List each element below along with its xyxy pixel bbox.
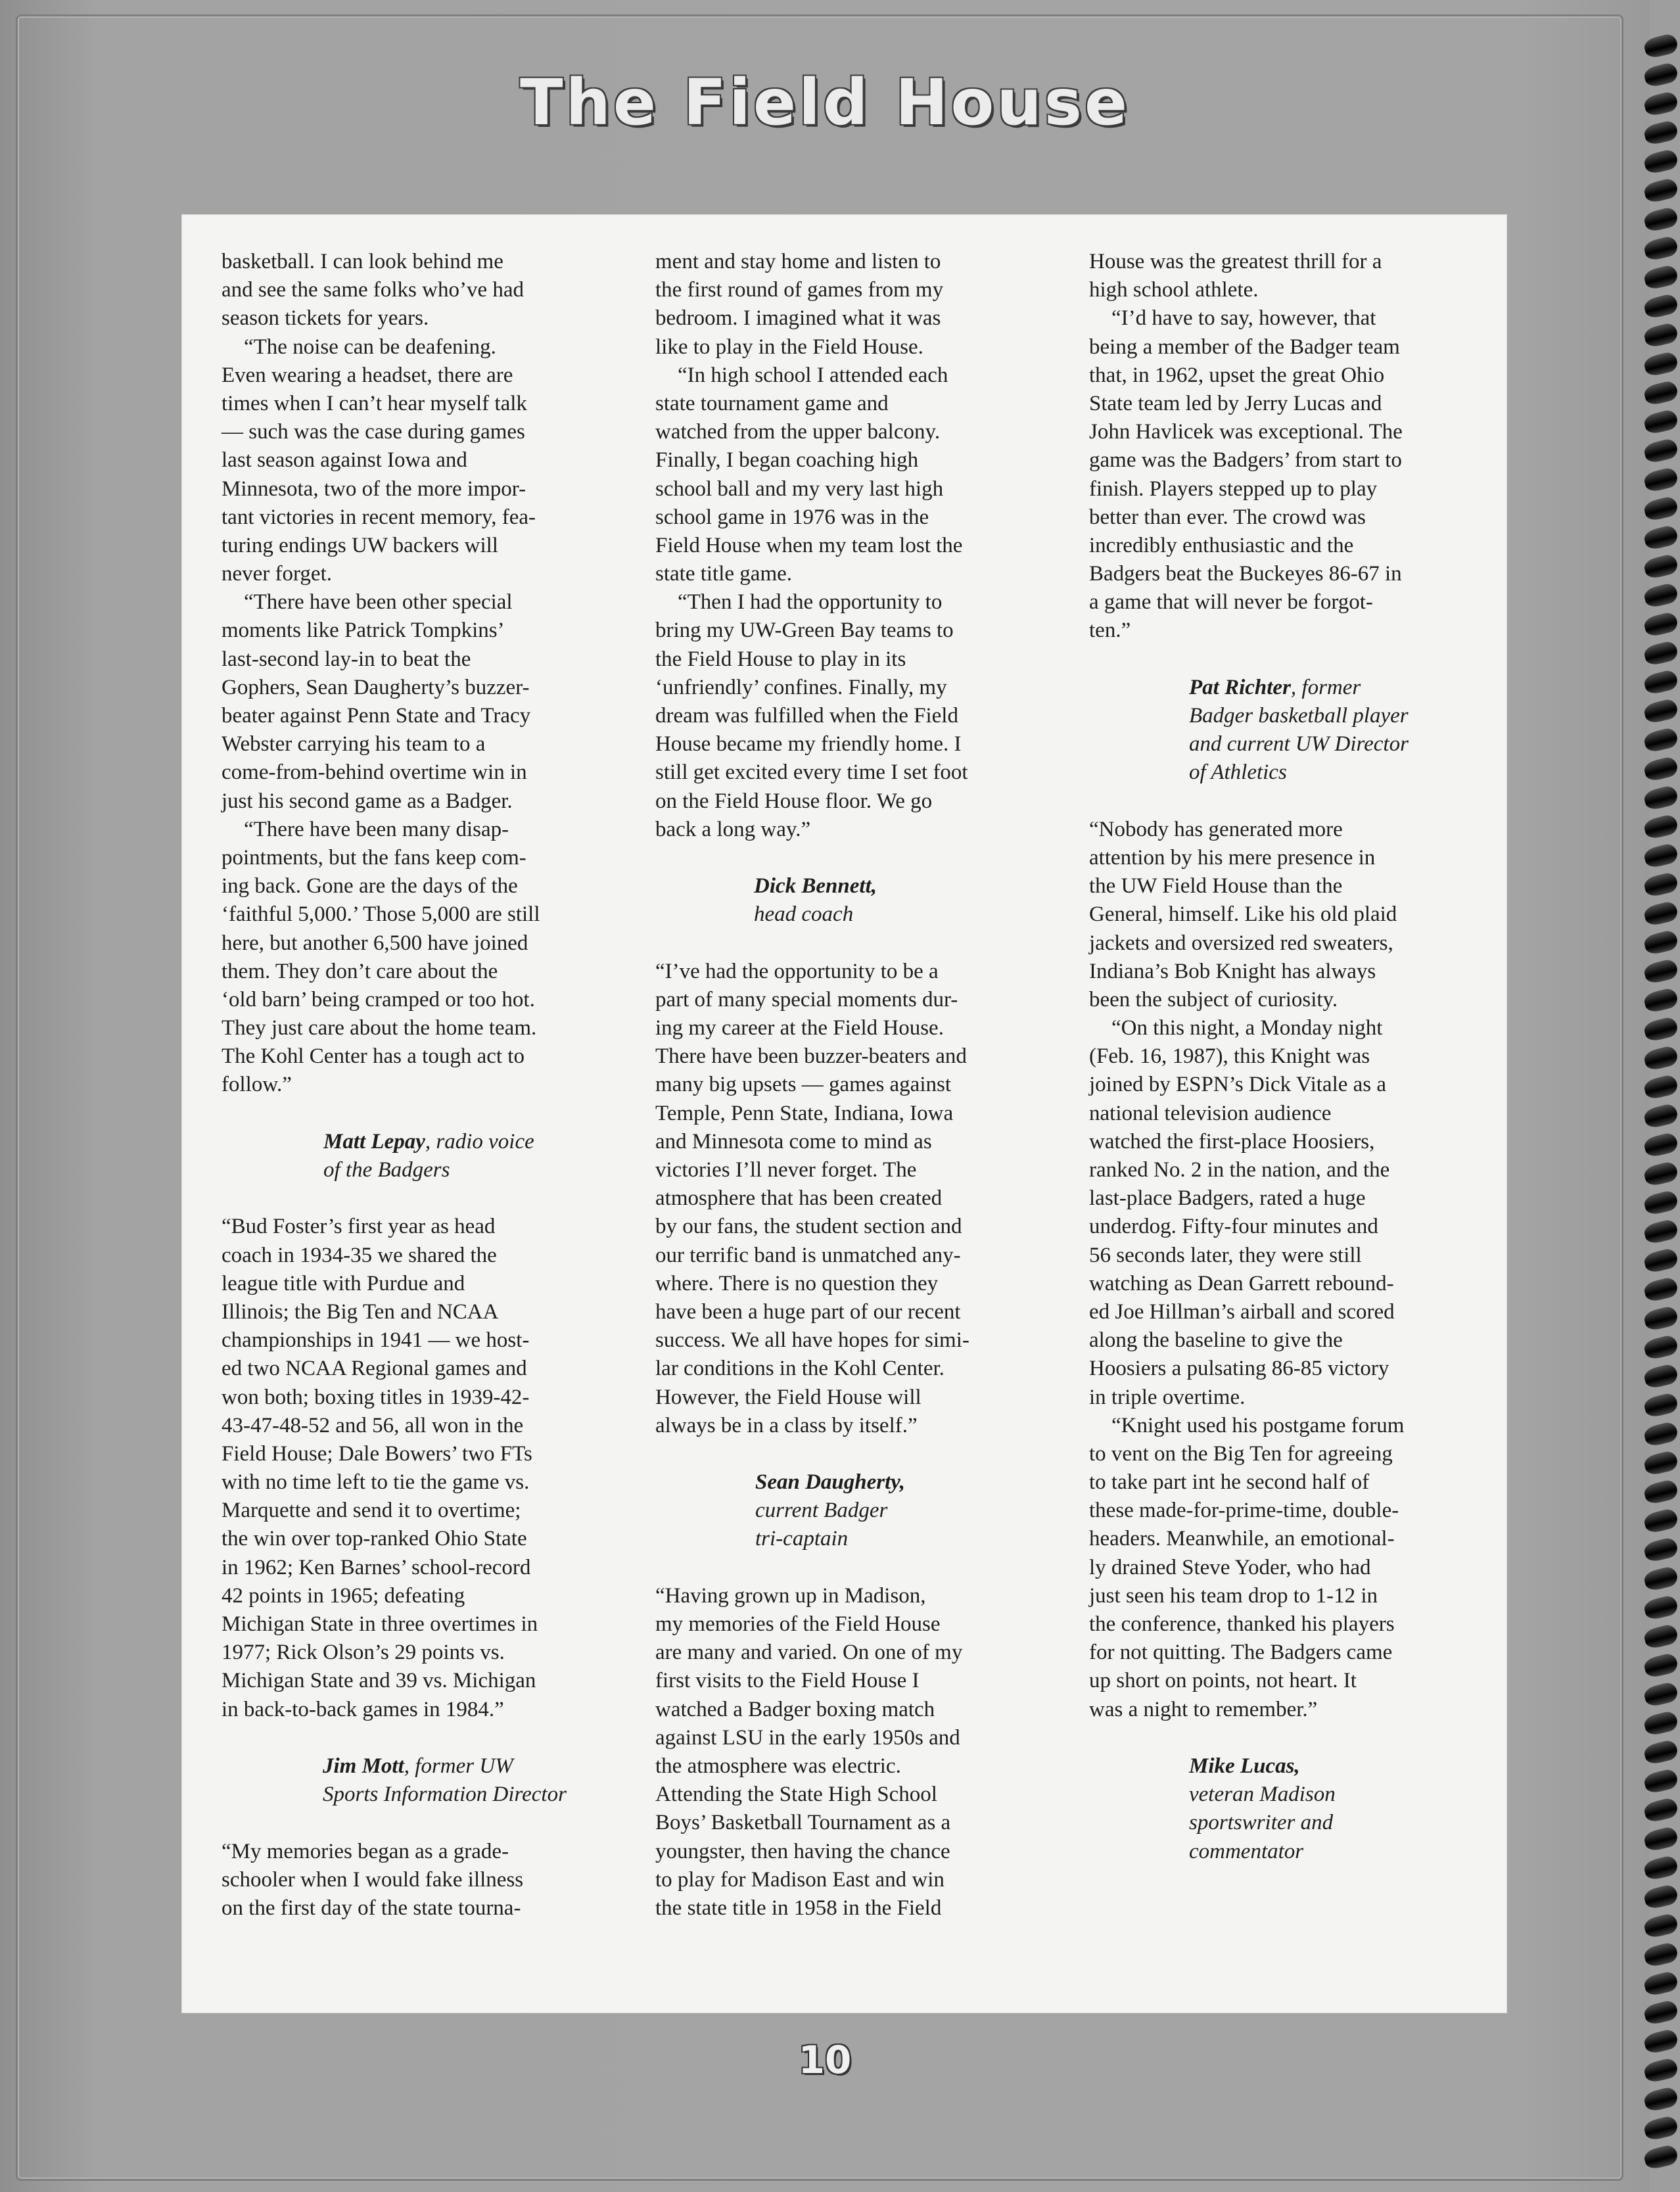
binding-ring (1643, 813, 1679, 840)
binding-ring (1643, 2114, 1679, 2141)
text-line: youngster, then having the chance (655, 1839, 950, 1863)
text-line: bring my UW-Green Bay teams to (655, 618, 954, 643)
text-column-1 (222, 248, 603, 1923)
text-line: on the first day of the state tourna- (222, 1896, 521, 1920)
text-line: “Having grown up in Madison, (655, 1583, 926, 1608)
text-line: headers. Meanwhile, an emotional- (1089, 1527, 1395, 1551)
text-line: just his second game as a Badger. (222, 789, 513, 813)
attribution-name-line (655, 872, 1037, 900)
binding-ring (1643, 1912, 1679, 1939)
binding-ring (1643, 1015, 1679, 1042)
text-line: pointments, but the fans keep com- (222, 845, 526, 870)
text-line: the first round of games from my (655, 278, 944, 302)
text-line: the UW Field House than the (1089, 874, 1343, 898)
binding-ring (1643, 1681, 1679, 1708)
text-line: state tournament game and (655, 391, 889, 415)
text-line: joined by ESPN’s Dick Vitale as a (1089, 1073, 1387, 1097)
text-line: for not quitting. The Badgers came (1089, 1641, 1393, 1665)
text-line: (Feb. 16, 1987), this Knight was (1089, 1044, 1370, 1069)
text-line: state title game. (655, 562, 793, 586)
binding-ring (1643, 1449, 1679, 1476)
attribution-name: Mike Lucas, (1189, 1754, 1300, 1778)
text-line: are many and varied. On one of my (655, 1641, 963, 1665)
binding-ring (1643, 90, 1679, 117)
spacer (222, 1809, 603, 1837)
text-line: John Havlicek was exceptional. The (1089, 420, 1403, 444)
text-line: watched the first-place Hoosiers, (1089, 1129, 1375, 1154)
binding-ring (1643, 842, 1679, 869)
text-line: national television audience (1089, 1101, 1332, 1125)
binding-ring (1643, 1623, 1679, 1650)
binding-ring (1643, 1160, 1679, 1187)
text-line: Field House; Dale Bowers’ two FTs (222, 1441, 532, 1466)
text-line: 56 seconds later, they were still (1089, 1243, 1362, 1267)
binding-ring (1643, 1131, 1679, 1158)
binding-ring (1643, 1247, 1679, 1274)
binding-ring (1643, 1073, 1679, 1100)
text-line: times when I can’t hear myself talk (222, 391, 527, 415)
text-line: General, himself. Like his old plaid (1089, 902, 1397, 927)
text-line: 42 points in 1965; defeating (222, 1583, 465, 1608)
binding-ring (1643, 206, 1679, 233)
attribution-name: Sean Daugherty, (755, 1470, 905, 1495)
text-line: 43-47-48-52 and 56, all won in the (222, 1413, 524, 1437)
text-line: ment and stay home and listen to (655, 250, 941, 273)
text-line: “Knight used his postgame forum (1111, 1413, 1405, 1437)
binding-ring (1643, 2143, 1679, 2170)
text-line: ing back. Gone are the days of the (222, 874, 518, 898)
binding-ring (1643, 292, 1679, 319)
text-line: There have been buzzer-beaters and (655, 1044, 967, 1069)
text-column-3 (1089, 248, 1470, 1894)
attribution-name-line (1089, 1752, 1470, 1781)
text-line: Webster carrying his team to a (222, 732, 486, 757)
text-line: finish. Players stepped up to play (1089, 477, 1378, 501)
spacer (1089, 787, 1470, 816)
binding-ring (1643, 929, 1679, 956)
text-line: and Minnesota come to mind as (655, 1129, 932, 1154)
binding-ring (1643, 148, 1679, 175)
text-line: these made-for-prime-time, double- (1089, 1499, 1399, 1523)
text-line: here, but another 6,500 have joined (222, 931, 528, 955)
text-line: our terrific band is unmatched any- (655, 1243, 961, 1267)
text-line: last-place Badgers, rated a huge (1089, 1186, 1366, 1211)
binding-ring (1643, 466, 1679, 493)
binding-ring (1643, 784, 1679, 811)
text-line: “In high school I attended each (678, 363, 948, 387)
spacer (222, 1184, 603, 1213)
binding-ring (1643, 119, 1679, 146)
text-line: “I’ve had the opportunity to be a (655, 959, 939, 983)
attribution-name-line (222, 1752, 603, 1781)
text-line: House was the greatest thrill for a (1089, 250, 1382, 273)
binding-ring (1643, 1102, 1679, 1129)
binding-ring (1643, 1391, 1679, 1418)
binding-ring (1643, 1305, 1679, 1332)
text-line: success. We all have hopes for simi- (655, 1328, 969, 1353)
text-line: Minnesota, two of the more impor- (222, 477, 526, 501)
binding-ring (1643, 1825, 1679, 1852)
text-line: State team led by Jerry Lucas and (1089, 391, 1382, 415)
text-line: “There have been many disap- (244, 817, 509, 841)
binding-ring (1643, 1970, 1679, 1997)
text-line: Field House when my team lost the (655, 533, 963, 557)
binding-ring (1643, 900, 1679, 927)
binding-ring (1643, 871, 1679, 898)
text-line: ranked No. 2 in the nation, and the (1089, 1158, 1390, 1182)
text-line: just seen his team drop to 1-12 in (1089, 1583, 1378, 1608)
text-line: jackets and oversized red sweaters, (1089, 931, 1393, 955)
text-line: the conference, thanked his players (1089, 1612, 1395, 1636)
text-line: like to play in the Field House. (655, 335, 923, 359)
spacer (655, 844, 1037, 872)
text-line: part of many special moments dur- (655, 987, 958, 1012)
page-title: The Field House (520, 66, 1130, 139)
binding-ring (1643, 987, 1679, 1014)
text-line: The Kohl Center has a tough act to (222, 1044, 525, 1069)
text-line: Indiana’s Bob Knight has always (1089, 959, 1376, 983)
text-line: up short on points, not heart. It (1089, 1669, 1357, 1693)
text-line: won both; boxing titles in 1939-42- (222, 1385, 530, 1409)
binding-ring (1643, 1652, 1679, 1679)
text-line: watched from the upper balcony. (655, 420, 941, 444)
text-line: “Nobody has generated more (1089, 817, 1343, 841)
binding-ring (1643, 350, 1679, 377)
text-line: House became my friendly home. I (655, 732, 962, 757)
attribution-role-line: current Badger (755, 1499, 888, 1523)
text-line: ing my career at the Field House. (655, 1016, 944, 1040)
text-line: “Bud Foster’s first year as head (222, 1215, 496, 1239)
binding-ring (1643, 582, 1679, 609)
text-line: was a night to remember.” (1089, 1697, 1318, 1721)
binding-ring (1643, 668, 1679, 695)
text-line: Hoosiers a pulsating 86-85 victory (1089, 1357, 1389, 1381)
attribution-role-line: veteran Madison (1189, 1783, 1336, 1807)
text-line: a game that will never be forgot- (1089, 590, 1373, 615)
text-line: ‘faithful 5,000.’ Those 5,000 are still (222, 902, 540, 927)
spacer (655, 929, 1037, 958)
text-line: against LSU in the early 1950s and (655, 1725, 960, 1750)
binding-ring (1643, 1218, 1679, 1245)
text-line: ly drained Steve Yoder, who had (1089, 1555, 1371, 1579)
binding-ring (1643, 1594, 1679, 1621)
text-line: attention by his mere presence in (1089, 845, 1376, 870)
text-line: championships in 1941 — we host- (222, 1328, 530, 1353)
binding-ring (1643, 1334, 1679, 1361)
spacer (1089, 1866, 1470, 1894)
text-line: dream was fulfilled when the Field (655, 704, 958, 728)
attribution-role-line: sportswriter and (1189, 1811, 1334, 1835)
text-line: to vent on the Big Ten for agreeing (1089, 1441, 1393, 1466)
text-line: moments like Patrick Tompkins’ (222, 618, 505, 643)
binding-ring (1643, 640, 1679, 666)
binding-ring (1643, 2086, 1679, 2112)
text-line: basketball. I can look behind me (222, 250, 503, 273)
attribution-role-line: Sports Information Director (323, 1783, 567, 1807)
attribution-name: Pat Richter (1189, 675, 1291, 699)
binding-ring (1643, 1420, 1679, 1447)
text-line: along the baseline to give the (1089, 1328, 1343, 1353)
binding-ring (1643, 1738, 1679, 1765)
attribution-name: Dick Bennett, (754, 874, 877, 898)
binding-ring (1643, 1999, 1679, 2026)
binding-ring (1643, 697, 1679, 724)
attribution-role-line: tri-captain (755, 1527, 849, 1551)
binding-ring (1643, 1276, 1679, 1303)
text-line: watching as Dean Garrett rebound- (1089, 1271, 1394, 1295)
text-line: being a member of the Badger team (1089, 335, 1400, 359)
text-line: many big upsets — games against (655, 1073, 952, 1097)
text-line: Even wearing a headset, there are (222, 363, 513, 387)
text-line: in triple overtime. (1089, 1385, 1246, 1409)
text-line: watched a Badger boxing match (655, 1697, 935, 1721)
text-line: the win over top-ranked Ohio State (222, 1527, 527, 1551)
binding-ring (1643, 1796, 1679, 1823)
binding-ring (1643, 437, 1679, 464)
text-line: turing endings UW backers will (222, 533, 498, 557)
text-line: to play for Madison East and win (655, 1867, 945, 1892)
text-line: the state title in 1958 in the Field (655, 1896, 942, 1920)
text-line: with no time left to tie the game vs. (222, 1470, 530, 1495)
text-line: on the Field House floor. We go (655, 789, 933, 813)
binding-ring (1643, 553, 1679, 580)
attribution-name-line (222, 1128, 603, 1156)
text-line: ‘old barn’ being cramped or too hot. (222, 987, 535, 1012)
text-line: “My memories began as a grade- (222, 1839, 509, 1863)
spacer (1089, 1724, 1470, 1752)
text-line: in back-to-back games in 1984.” (222, 1697, 504, 1721)
text-line: that, in 1962, upset the great Ohio (1089, 363, 1385, 387)
binding-ring (1643, 958, 1679, 985)
binding-ring (1643, 408, 1679, 435)
text-line: high school athlete. (1089, 278, 1259, 302)
page-number: 10 (798, 2038, 852, 2082)
text-line: incredibly enthusiastic and the (1089, 533, 1354, 557)
text-line: been the subject of curiosity. (1089, 987, 1338, 1012)
spacer (1089, 645, 1470, 674)
text-line: game was the Badgers’ from start to (1089, 448, 1402, 473)
text-line: However, the Field House will (655, 1385, 922, 1409)
text-line: victories I’ll never forget. The (655, 1158, 917, 1182)
binding-ring (1643, 1044, 1679, 1071)
binding-ring (1643, 1941, 1679, 1968)
text-line: Badgers beat the Buckeyes 86-67 in (1089, 562, 1402, 586)
spacer (222, 1724, 603, 1752)
text-line: season tickets for years. (222, 306, 429, 331)
text-line: my memories of the Field House (655, 1612, 941, 1636)
text-line: coach in 1934-35 we shared the (222, 1243, 497, 1267)
text-line: Attending the State High School (655, 1783, 937, 1807)
text-line: and see the same folks who’ve had (222, 278, 525, 302)
binding-ring (1643, 379, 1679, 406)
text-line: schooler when I would fake illness (222, 1867, 524, 1892)
binding-ring (1643, 1189, 1679, 1216)
text-line: ten.” (1089, 618, 1131, 643)
binding-ring (1643, 177, 1679, 204)
text-line: league title with Purdue and (222, 1271, 465, 1295)
text-line: bedroom. I imagined what it was (655, 306, 941, 331)
binding-ring (1643, 264, 1679, 291)
binding-ring (1643, 726, 1679, 753)
article-panel (182, 215, 1506, 2013)
attribution-role-line: of Athletics (1189, 760, 1287, 785)
attribution-role-line: commentator (1189, 1839, 1304, 1863)
text-line: last-second lay-in to beat the (222, 647, 471, 671)
spacer (222, 1100, 603, 1128)
text-line: to take part int he second half of (1089, 1470, 1370, 1495)
binding-ring (1643, 1478, 1679, 1505)
text-line: Illinois; the Big Ten and NCAA (222, 1299, 499, 1324)
text-line: always be in a class by itself.” (655, 1413, 918, 1437)
text-line: have been a huge part of our recent (655, 1299, 961, 1324)
attribution-name: Jim Mott (323, 1754, 404, 1778)
binding-ring (1643, 32, 1679, 59)
text-column-2 (655, 248, 1037, 1923)
spacer (655, 1440, 1037, 1468)
text-line: come-from-behind overtime win in (222, 760, 527, 785)
text-line: last season against Iowa and (222, 448, 467, 473)
text-line: tant victories in recent memory, fea- (222, 505, 536, 529)
text-line: the Field House to play in its (655, 647, 906, 671)
text-line: first visits to the Field House I (655, 1669, 920, 1693)
text-line: Michigan State and 39 vs. Michigan (222, 1669, 536, 1693)
binding-ring (1643, 495, 1679, 522)
binding-ring (1643, 1767, 1679, 1794)
text-line: underdog. Fifty-four minutes and (1089, 1215, 1378, 1239)
text-line: school game in 1976 was in the (655, 505, 929, 529)
text-line: better than ever. The crowd was (1089, 505, 1366, 529)
binding-ring (1643, 2028, 1679, 2055)
binding-ring (1643, 1507, 1679, 1534)
binding-ring (1643, 1883, 1679, 1910)
text-line: Finally, I began coaching high (655, 448, 919, 473)
text-line: Michigan State in three overtimes in (222, 1612, 538, 1636)
text-line: “The noise can be deafening. (244, 335, 496, 359)
text-line: ed Joe Hillman’s airball and scored (1089, 1299, 1395, 1324)
text-line: Boys’ Basketball Tournament as a (655, 1811, 951, 1835)
text-line: ed two NCAA Regional games and (222, 1357, 527, 1381)
text-line: them. They don’t care about the (222, 959, 498, 983)
binding-ring (1643, 1363, 1679, 1389)
attribution-role-line: head coach (754, 902, 854, 927)
text-line: Temple, Penn State, Indiana, Iowa (655, 1101, 954, 1125)
text-line: the atmosphere was electric. (655, 1754, 901, 1778)
binding-ring (1643, 2057, 1679, 2084)
binding-ring (1643, 321, 1679, 348)
binding-ring (1643, 755, 1679, 782)
binding-ring (1643, 1854, 1679, 1881)
attribution-name-line (655, 1468, 1037, 1497)
attribution-role: , former (1290, 675, 1361, 699)
binding-ring (1643, 1536, 1679, 1563)
binding-ring (1643, 524, 1679, 551)
text-line: “On this night, a Monday night (1111, 1016, 1383, 1040)
binding-ring (1643, 1710, 1679, 1737)
text-line: never forget. (222, 562, 332, 586)
attribution-role-line: and current UW Director (1189, 732, 1409, 757)
text-line: They just care about the home team. (222, 1016, 537, 1040)
text-line: ‘unfriendly’ confines. Finally, my (655, 675, 947, 699)
spacer (655, 1554, 1037, 1582)
text-line: “There have been other special (244, 590, 513, 615)
text-line: Marquette and send it to overtime; (222, 1499, 521, 1523)
attribution-name: Matt Lepay (323, 1129, 425, 1154)
spiral-binding (1641, 0, 1680, 2192)
attribution-role: , radio voice (425, 1129, 534, 1154)
text-line: follow.” (222, 1073, 292, 1097)
binding-ring (1643, 611, 1679, 638)
text-line: “I’d have to say, however, that (1111, 306, 1376, 331)
attribution-role-line: of the Badgers (323, 1158, 450, 1182)
text-line: still get excited every time I set foot (655, 760, 968, 785)
text-line: school ball and my very last high (655, 477, 944, 501)
text-line: back a long way.” (655, 817, 811, 841)
binding-ring (1643, 235, 1679, 262)
binding-ring (1643, 1565, 1679, 1592)
text-line: 1977; Rick Olson’s 29 points vs. (222, 1641, 505, 1665)
text-line: beater against Penn State and Tracy (222, 704, 531, 728)
text-line: lar conditions in the Kohl Center. (655, 1357, 945, 1381)
attribution-role: , former UW (404, 1754, 513, 1778)
attribution-role-line: Badger basketball player (1189, 704, 1409, 728)
text-line: “Then I had the opportunity to (678, 590, 943, 615)
attribution-name-line (1089, 674, 1470, 702)
text-line: atmosphere that has been created (655, 1186, 943, 1211)
text-line: — such was the case during games (222, 420, 525, 444)
text-line: in 1962; Ken Barnes’ school-record (222, 1555, 531, 1579)
text-line: by our fans, the student section and (655, 1215, 962, 1239)
text-line: Gophers, Sean Daugherty’s buzzer- (222, 675, 530, 699)
binding-ring (1643, 61, 1679, 88)
text-line: where. There is no question they (655, 1271, 939, 1295)
